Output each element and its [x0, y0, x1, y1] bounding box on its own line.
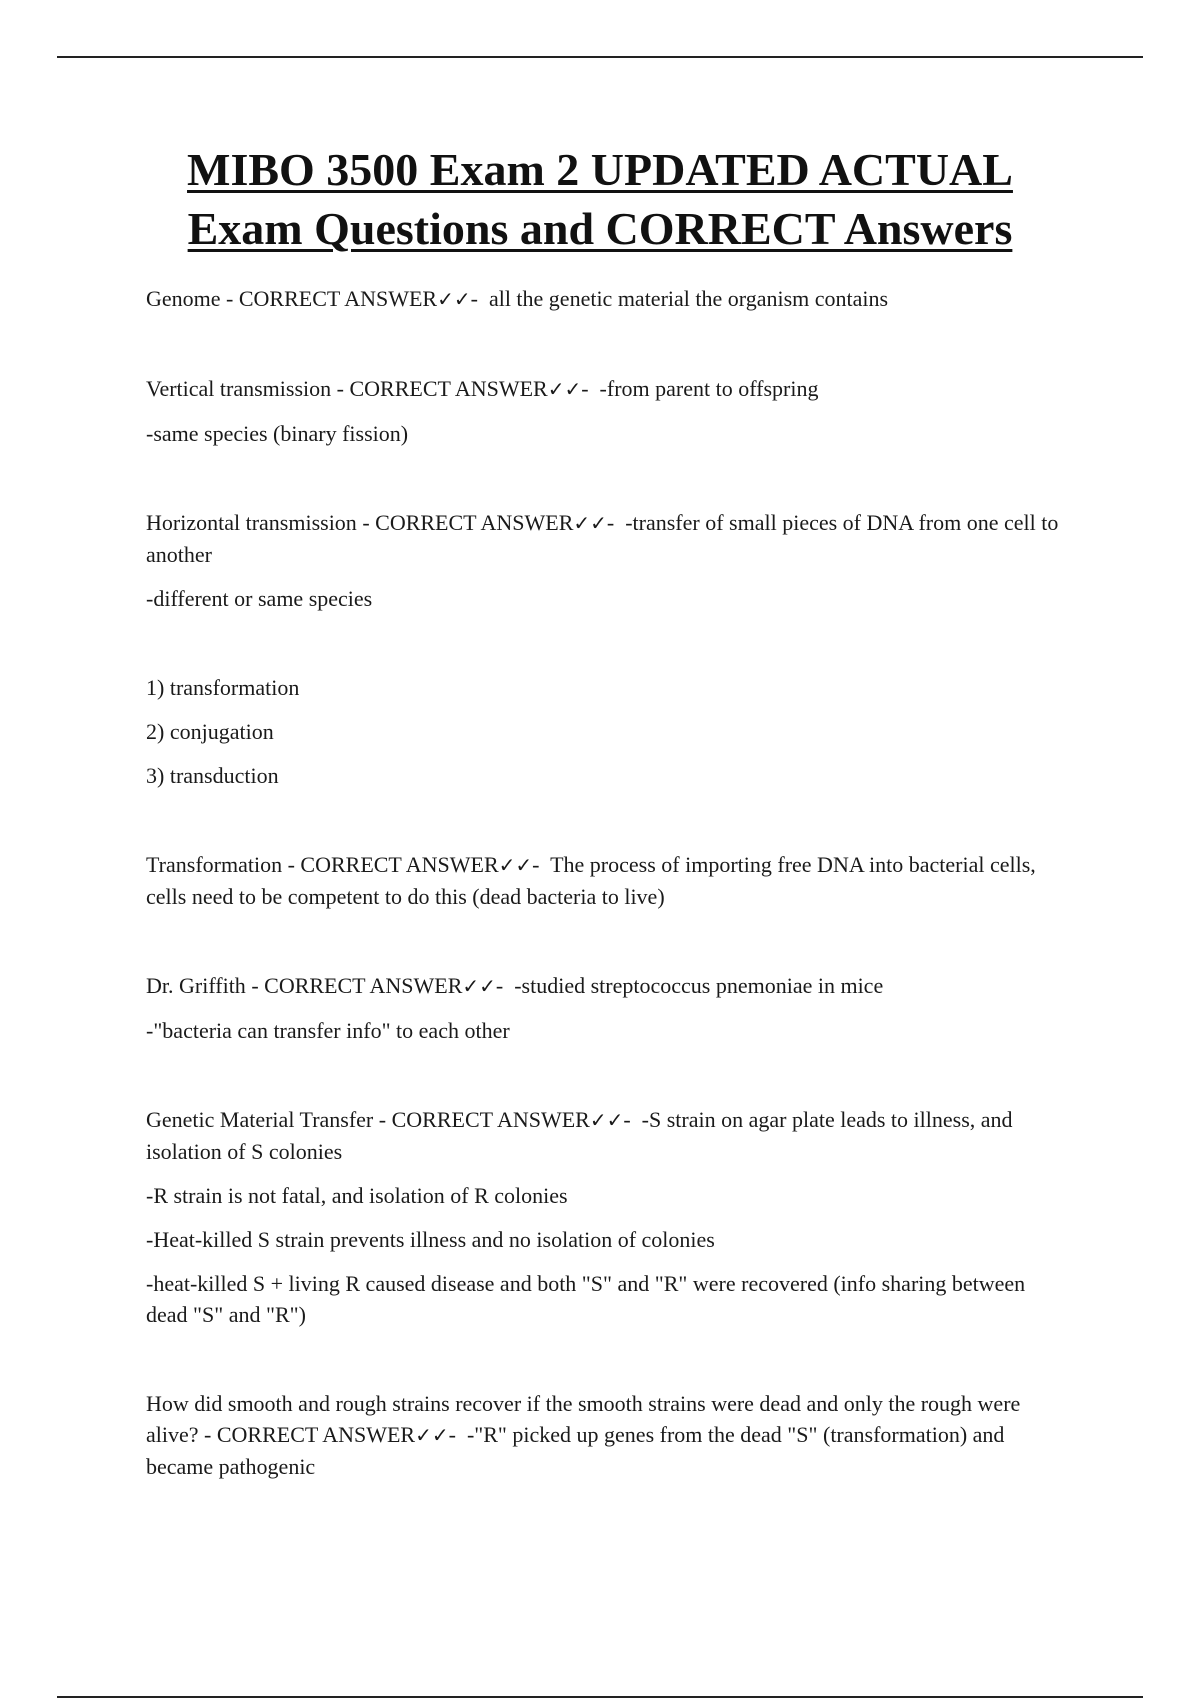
qa-answer-line: 2) conjugation: [146, 719, 274, 744]
correct-answer-label: - CORRECT ANSWER: [198, 1422, 416, 1447]
qa-answer-line: 3) transduction: [146, 763, 279, 788]
qa-answer-line: -same species (binary fission): [146, 421, 409, 446]
qa-question: [146, 373, 1066, 405]
qa-term: How did smooth and rough strains recover if the smooth strains were dead and only the rough were alive?: [146, 1391, 1021, 1447]
qa-answer-line: 1) transformation: [146, 675, 300, 700]
top-rule: [57, 56, 1143, 58]
qa-item: [146, 1104, 1066, 1330]
answer-separator: -: [581, 376, 600, 401]
document-title: [100, 140, 1100, 258]
qa-answer-text: -transfer of small pieces of DNA from one cell to another: [146, 510, 1059, 567]
qa-answer-text: -from parent to offspring: [599, 376, 819, 401]
answer-separator: -: [470, 286, 489, 311]
qa-question: [146, 1388, 1066, 1482]
qa-item: [146, 373, 1066, 449]
qa-term: Vertical transmission: [146, 376, 332, 401]
answer-separator: -: [448, 1422, 467, 1447]
answer-separator: -: [495, 973, 515, 998]
double-check-icon: ✓✓: [547, 377, 582, 401]
qa-item: [146, 1388, 1066, 1482]
qa-list: [146, 283, 1066, 1482]
qa-answer-line: -R strain is not fatal, and isolation of R colonies: [146, 1183, 568, 1208]
answer-separator: -: [532, 852, 551, 877]
qa-question: [146, 970, 1066, 1002]
qa-answer-text: -studied streptococcus pnemoniae in mice: [514, 973, 884, 998]
qa-answer-text: all the genetic material the organism contains: [488, 286, 889, 311]
qa-item: [146, 672, 1066, 791]
qa-term: Genetic Material Transfer: [146, 1107, 374, 1132]
answer-separator: -: [623, 1107, 642, 1132]
qa-question: [146, 283, 1066, 315]
qa-question: [146, 849, 1066, 912]
qa-term: Transformation: [146, 852, 283, 877]
double-check-icon: ✓✓: [573, 511, 607, 535]
correct-answer-label: - CORRECT ANSWER: [356, 510, 574, 535]
correct-answer-label: - CORRECT ANSWER: [220, 286, 438, 311]
title-line-2: Exam Questions and CORRECT Answers: [187, 203, 1013, 254]
correct-answer-label: - CORRECT ANSWER: [373, 1107, 590, 1132]
double-check-icon: ✓✓: [462, 974, 496, 998]
qa-term: Dr. Griffith: [146, 973, 246, 998]
bottom-rule: [57, 1696, 1143, 1698]
double-check-icon: ✓✓: [415, 1423, 449, 1447]
qa-answer-line: -heat-killed S + living R caused disease and both "S" and "R" were recovered (info sharing between dead "S" and "R"): [146, 1271, 1026, 1327]
qa-question: [146, 507, 1066, 570]
qa-answer-text: -S strain on agar plate leads to illness, and isolation of S colonies: [146, 1107, 1013, 1164]
qa-answer-line: -different or same species: [146, 586, 373, 611]
qa-question: [146, 1104, 1066, 1167]
double-check-icon: ✓✓: [498, 853, 533, 877]
qa-item: [146, 507, 1066, 614]
qa-answer-line: -Heat-killed S strain prevents illness and no isolation of colonies: [146, 1227, 715, 1252]
qa-term: Horizontal transmission: [146, 510, 357, 535]
answer-separator: -: [606, 510, 626, 535]
correct-answer-label: - CORRECT ANSWER: [282, 852, 499, 877]
qa-item: [146, 849, 1066, 912]
correct-answer-label: - CORRECT ANSWER: [245, 973, 463, 998]
qa-item: [146, 970, 1066, 1046]
double-check-icon: ✓✓: [437, 287, 471, 311]
title-line-1: MIBO 3500 Exam 2 UPDATED ACTUAL: [187, 144, 1013, 195]
qa-answer-text: The process of importing free DNA into bacterial cells, cells need to be competent to do this (dead bacteria to live): [146, 852, 1036, 909]
qa-answer-text: -"R" picked up genes from the dead "S" (transformation) and became pathogenic: [146, 1422, 1005, 1479]
double-check-icon: ✓✓: [589, 1108, 624, 1132]
correct-answer-label: - CORRECT ANSWER: [331, 376, 548, 401]
qa-term: Genome: [146, 286, 221, 311]
qa-answer-line: -"bacteria can transfer info" to each other: [146, 1018, 510, 1043]
qa-item: [146, 283, 1066, 315]
